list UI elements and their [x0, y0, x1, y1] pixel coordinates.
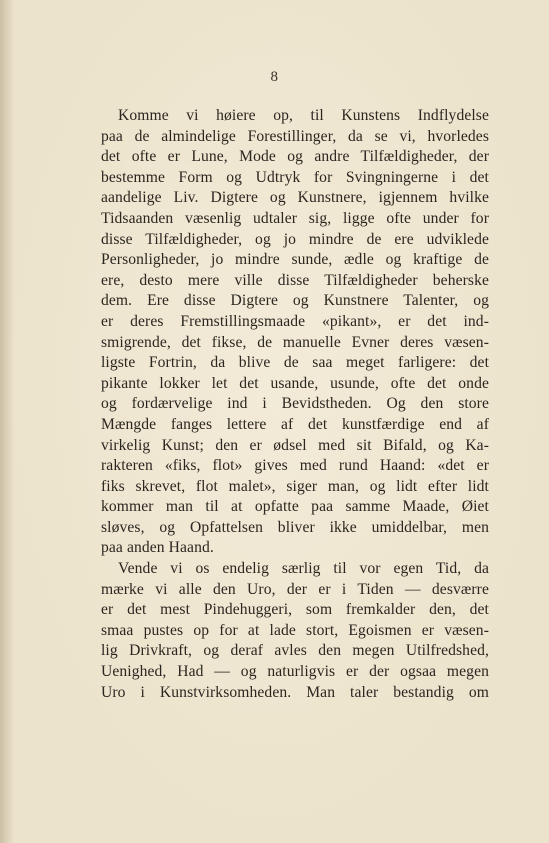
text-line: fiks skrevet, flot malet», siger man, og lidt efter lidt [101, 477, 489, 495]
text-line: er deres Fremstillingsmaade «pikant», er det ind- [101, 312, 489, 330]
text-line: mærke vi alle den Uro, der er i Tiden — desværre [101, 580, 489, 598]
text-line: disse Tilfældigheder, og jo mindre de ere udviklede [101, 230, 489, 248]
text-line: aandelige Liv. Digtere og Kunstnere, igjennem hvilke [101, 189, 489, 207]
text-line: rakteren «fiks, flot» gives med rund Haand: «det er [101, 457, 489, 475]
paragraph [101, 559, 489, 703]
text-line: ligste Fortrin, da blive de saa meget farligere: det [101, 354, 489, 372]
text-line: Personligheder, jo mindre sunde, ædle og kraftige de [101, 251, 489, 269]
page-number: 8 [270, 69, 279, 85]
gutter-shadow [0, 0, 14, 843]
text-line: paa anden Haand. [101, 539, 214, 557]
text-line: Uro i Kunstvirksomheden. Man taler bestandig om [101, 683, 489, 701]
text-line: det ofte er Lune, Mode og andre Tilfældigheder, der [101, 148, 489, 166]
paragraph [101, 106, 489, 559]
text-line: lig Drivkraft, og deraf avles den megen Utilfredshed, [101, 642, 489, 660]
text-line: Uenighed, Had — og naturligvis er der ogsaa megen [101, 663, 489, 681]
text-line: paa de almindelige Forestillinger, da se vi, hvorledes [101, 127, 489, 145]
text-line: Mængde fanges lettere af det kunstfærdige end af [101, 415, 489, 433]
text-line: Komme vi høiere op, til Kunstens Indflydelse [118, 107, 489, 124]
text-line: bestemme Form og Udtryk for Svingningerne i det [101, 168, 489, 186]
text-line: dem. Ere disse Digtere og Kunstnere Talenter, og [101, 292, 489, 310]
text-line: og fordærvelige ind i Bevidstheden. Og den store [101, 395, 489, 413]
text-line: Tidsaanden væsenlig udtaler sig, ligge ofte under for [101, 209, 489, 227]
text-line: sløves, og Opfattelsen bliver ikke umiddelbar, men [101, 518, 489, 536]
text-line: pikante lokker let det usande, usunde, ofte det onde [101, 374, 489, 392]
text-line: Vende vi os endelig særlig til vor egen Tid, da [118, 560, 489, 578]
body-text [101, 106, 489, 703]
text-line: virkelig Kunst; den er ødsel med sit Bifald, og Ka- [101, 436, 489, 454]
text-line: er det mest Pindehuggeri, som fremkalder den, det [101, 601, 489, 619]
text-line: smigrende, det fikse, de manuelle Evner deres væsen- [101, 333, 489, 351]
text-line: kommer man til at opfatte paa samme Maade, Øiet [101, 498, 489, 516]
text-line: ere, desto mere ville disse Tilfældigheder beherske [101, 271, 489, 289]
text-line: smaa pustes op for at lade stort, Egoismen er væsen- [101, 621, 489, 639]
